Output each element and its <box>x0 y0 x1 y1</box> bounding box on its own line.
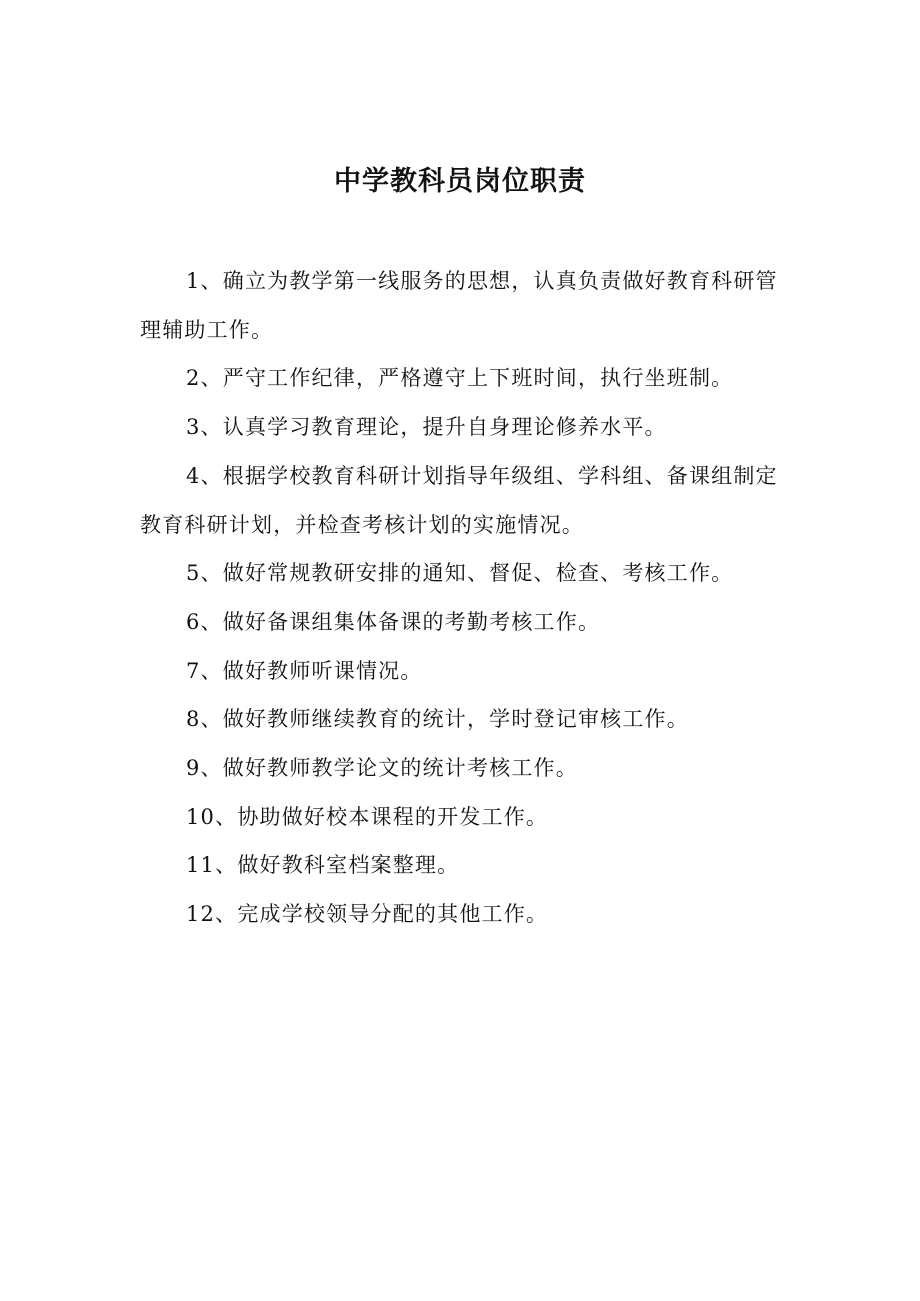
duty-item-8: 8、做好教师继续教育的统计，学时登记审核工作。 <box>186 707 689 732</box>
duty-item-3: 3、认真学习教育理论，提升自身理论修养水平。 <box>186 415 667 440</box>
duty-item-4: 4、根据学校教育科研计划指导年级组、学科组、备课组制定教育科研计划，并检查考核计划的实施情况。 <box>140 463 778 537</box>
duty-item-2: 2、严守工作纪律，严格遵守上下班时间，执行坐班制。 <box>186 366 734 391</box>
duty-item-6: 6、做好备课组集体备课的考勤考核工作。 <box>186 609 601 634</box>
duty-item-1: 1、确立为教学第一线服务的思想，认真负责做好教育科研管理辅助工作。 <box>140 269 778 342</box>
document-title: 中学教科员岗位职责 <box>334 166 586 197</box>
duty-item-7: 7、做好教师听课情况。 <box>186 658 423 683</box>
duty-item-11: 11、做好教科室档案整理。 <box>186 853 460 878</box>
duty-item-10: 10、协助做好校本课程的开发工作。 <box>186 804 549 829</box>
duty-item-9: 9、做好教师教学论文的统计考核工作。 <box>186 756 578 781</box>
document-body <box>140 257 780 939</box>
duty-item-5: 5、做好常规教研安排的通知、督促、检查、考核工作。 <box>186 561 734 586</box>
duty-item-12: 12、完成学校领导分配的其他工作。 <box>186 902 549 927</box>
